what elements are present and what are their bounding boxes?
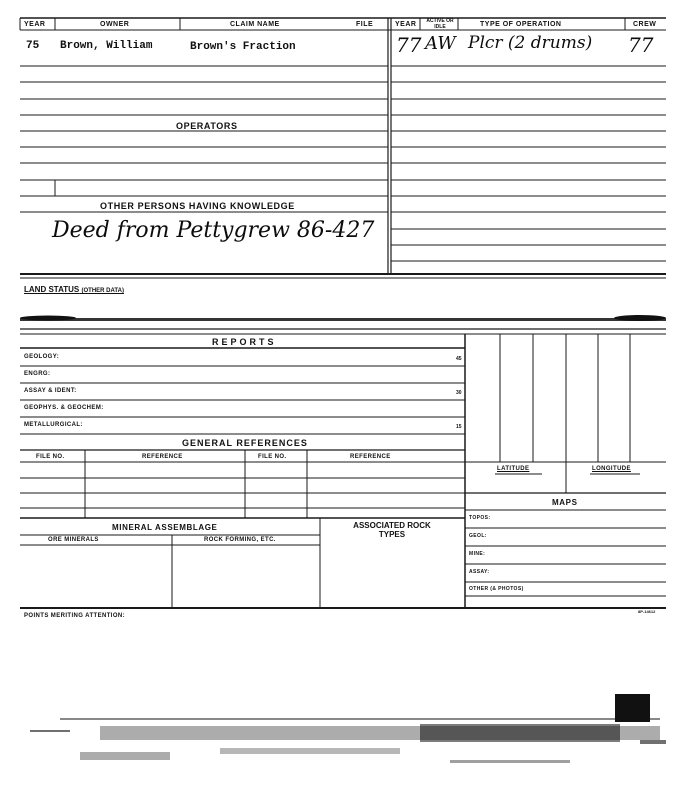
report-assay-label: ASSAY & IDENT: [24, 388, 77, 394]
report-geophys-label: GEOPHYS. & GEOCHEM: [24, 405, 104, 411]
maps-other-label: OTHER (& PHOTOS) [469, 586, 524, 592]
report-geology-num: 45 [456, 356, 462, 362]
other-persons-title: OTHER PERSONS HAVING KNOWLEDGE [100, 201, 295, 211]
land-status-label [24, 285, 124, 294]
entry-status: AW [425, 33, 456, 54]
entry-type-of-operation: Plcr (2 drums) [468, 33, 593, 53]
header-year-2: YEAR [395, 21, 417, 28]
land-status-sub: (OTHER DATA) [81, 288, 124, 294]
longitude-label: LONGITUDE [592, 466, 631, 472]
ref-col-reference-2: REFERENCE [350, 454, 391, 460]
form-number: 8P-14612 [638, 609, 656, 614]
report-assay-num: 30 [456, 390, 462, 396]
entry-claim-name: Brown's Fraction [190, 41, 296, 53]
maps-geol-label: GEOL: [469, 533, 487, 539]
ref-col-file-no-1: FILE NO. [36, 454, 65, 460]
mineral-assemblage-title: MINERAL ASSEMBLAGE [112, 523, 218, 532]
entry-op-year: 77 [396, 33, 422, 57]
entry-year: 75 [26, 40, 40, 52]
report-geology-label: GEOLOGY: [24, 354, 60, 360]
general-references-title: GENERAL REFERENCES [182, 438, 308, 448]
header-file: FILE [356, 21, 374, 28]
operators-title: OPERATORS [176, 121, 238, 131]
report-engrg-label: ENGRG: [24, 371, 51, 377]
report-metallurgical-num: 15 [456, 424, 462, 430]
entry-owner: Brown, William [60, 40, 153, 52]
ore-minerals-label: ORE MINERALS [48, 537, 99, 543]
latitude-label: LATITUDE [497, 466, 530, 472]
ref-col-file-no-2: FILE NO. [258, 454, 287, 460]
land-status-title: LAND STATUS [24, 285, 80, 294]
maps-assay-label: ASSAY: [469, 569, 490, 575]
entry-crew: 77 [628, 33, 654, 57]
header-claim-name: CLAIM NAME [230, 21, 280, 28]
maps-mine-label: MINE: [469, 551, 486, 557]
header-owner: OWNER [100, 21, 130, 28]
maps-title: MAPS [552, 498, 578, 507]
header-crew: CREW [633, 21, 657, 28]
maps-topos-label: TOPOS: [469, 515, 491, 521]
associated-rock-types-label: ASSOCIATED ROCK TYPES [353, 521, 431, 539]
rock-forming-label: ROCK FORMING, ETC. [204, 537, 276, 543]
other-persons-note: Deed from Pettygrew 86-427 [52, 218, 375, 243]
ref-col-reference-1: REFERENCE [142, 454, 183, 460]
report-metallurgical-label: METALLURGICAL: [24, 422, 83, 428]
points-meriting-attention-label: POINTS MERITING ATTENTION: [24, 613, 126, 619]
header-year: YEAR [24, 21, 46, 28]
header-type-of-operation: TYPE OF OPERATION [480, 21, 562, 28]
reports-title: REPORTS [212, 337, 277, 347]
header-active-idle: ACTIVE OR IDLE [426, 18, 454, 30]
